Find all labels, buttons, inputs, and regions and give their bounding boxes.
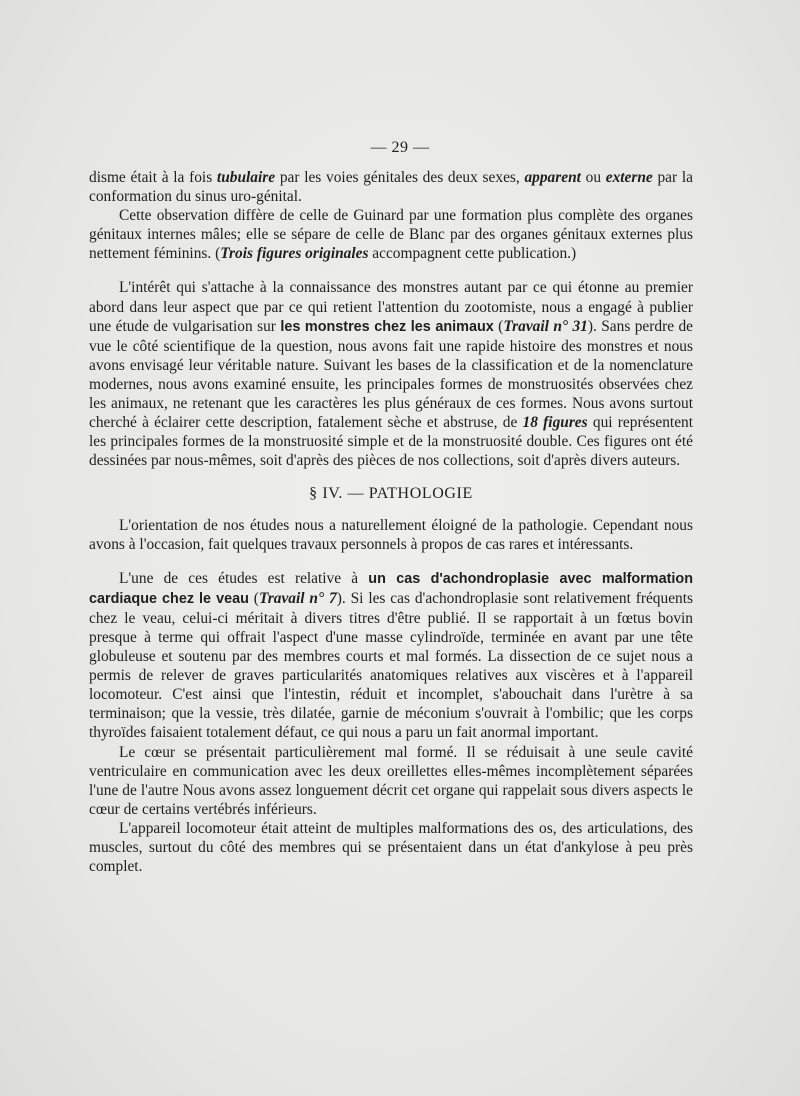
text-run: Le cœur se présentait particulièrement mal formé. Il se réduisait à une seule cavité ventriculaire en communication avec les deux oreillettes elles-mêmes incomplètement séparées l'une de l'autre Nous avons assez longuement décrit cet organe qui rappelait sous divers aspects le cœur de certains vertébrés inférieurs.	[89, 743, 693, 818]
page-number: — 29 —	[370, 139, 430, 156]
text-run: § IV. — PATHOLOGIE	[309, 485, 473, 503]
text-run: ). Sans perdre de vue le côté scientifique de la question, nous avons fait une rapide histoire des monstres et nous avons envisagé leur véritable nature. Suivant les bases de la classification et de la nomenclature modernes, nous avons examiné ensuite, les principales formes de monstruosités observées chez les animaux, ne retenant que les caractères les plus généraux de ces formes. Nous avons surtout cherché à éclairer cette description, fatalement sèche et abstruse, de	[89, 317, 693, 432]
italic-text: 18 figures	[522, 414, 588, 432]
text-run: Cette observation diffère de celle de Guinard par une formation plus complète des organes génitaux internes mâles; elle se sépare de celle de Blanc par des organes génitaux externes plus nettement féminins. (	[89, 207, 693, 263]
text-run: (	[493, 317, 504, 335]
italic-text: Travail n° 31	[503, 317, 588, 335]
italic-text: tubulaire	[216, 169, 276, 186]
section-heading	[89, 484, 693, 503]
paragraph-p4	[89, 516, 693, 554]
paragraph-p3	[89, 278, 693, 470]
paragraph-p6	[89, 743, 693, 819]
text-run: L'une de ces études est relative à	[119, 569, 369, 587]
italic-text: apparent	[524, 169, 581, 186]
text-run: (	[248, 589, 259, 607]
text-run: qui représentent les principales formes de la monstruosité simple et de la monstruosité double. Ces figures ont été dessinées par nous-mêmes, soit d'après des pièces de nos collections, soit d'après divers auteurs.	[89, 414, 693, 470]
body-text	[89, 168, 693, 876]
paragraph-p1	[89, 168, 693, 206]
bold-text: un cas d'achondroplasie avec malformation cardiaque chez le veau	[89, 570, 693, 607]
text-run: L'appareil locomoteur était atteint de multiples malformations des os, des articulations, des muscles, surtout du côté des membres qui se présentaient dans un état d'ankylose à peu près complet.	[89, 819, 693, 876]
paragraph-p2	[89, 206, 693, 263]
text-run: ou	[580, 169, 606, 186]
bold-text: les monstres chez les animaux	[280, 318, 494, 335]
text-run: L'intérêt qui s'attache à la connaissance des monstres autant par ce qui étonne au premier abord dans leur aspect que par ce qui retient l'attention du zootomiste, nous a engagé à publier une étude de vulgarisation sur	[89, 279, 693, 335]
italic-text: externe	[605, 169, 653, 186]
text-run: accompagnent cette publication.)	[368, 245, 577, 263]
text-run: par la conformation du sinus uro-génital.	[89, 169, 693, 206]
italic-text: Trois figures originales	[220, 245, 369, 263]
paragraph-p5	[89, 569, 693, 743]
paragraph-p7	[89, 819, 693, 876]
text-run: disme était à la fois	[89, 169, 217, 186]
italic-text: Travail n° 7	[258, 589, 337, 607]
text-run: par les voies génitales des deux sexes,	[275, 169, 525, 186]
text-run: ). Si les cas d'achondroplasie sont relativement fréquents chez le veau, celui-ci méritait à divers titres d'être publié. Il se rapportait à un fœtus bovin presque à terme qui offrait l'aspect d'une masse cylindroïde, terminée en avant par une tête globuleuse et soutenu par des membres courts et mal formés. La dissection de ce sujet nous a permis de relever de graves particularités anatomiques relatives aux viscères et à l'appareil locomoteur. C'est ainsi que l'intestin, réduit et incomplet, s'abouchait dans l'urètre à sa terminaison; que la vessie, très dilatée, garnie de méconium s'ouvrait à l'ombilic; que les corps thyroïdes faisaient totalement défaut, ce qui nous a paru un fait anormal important.	[89, 589, 693, 742]
text-run: L'orientation de nos études nous a naturellement éloigné de la pathologie. Cependant nous avons à l'occasion, fait quelques travaux personnels à propos de cas rares et intéressants.	[89, 516, 693, 553]
